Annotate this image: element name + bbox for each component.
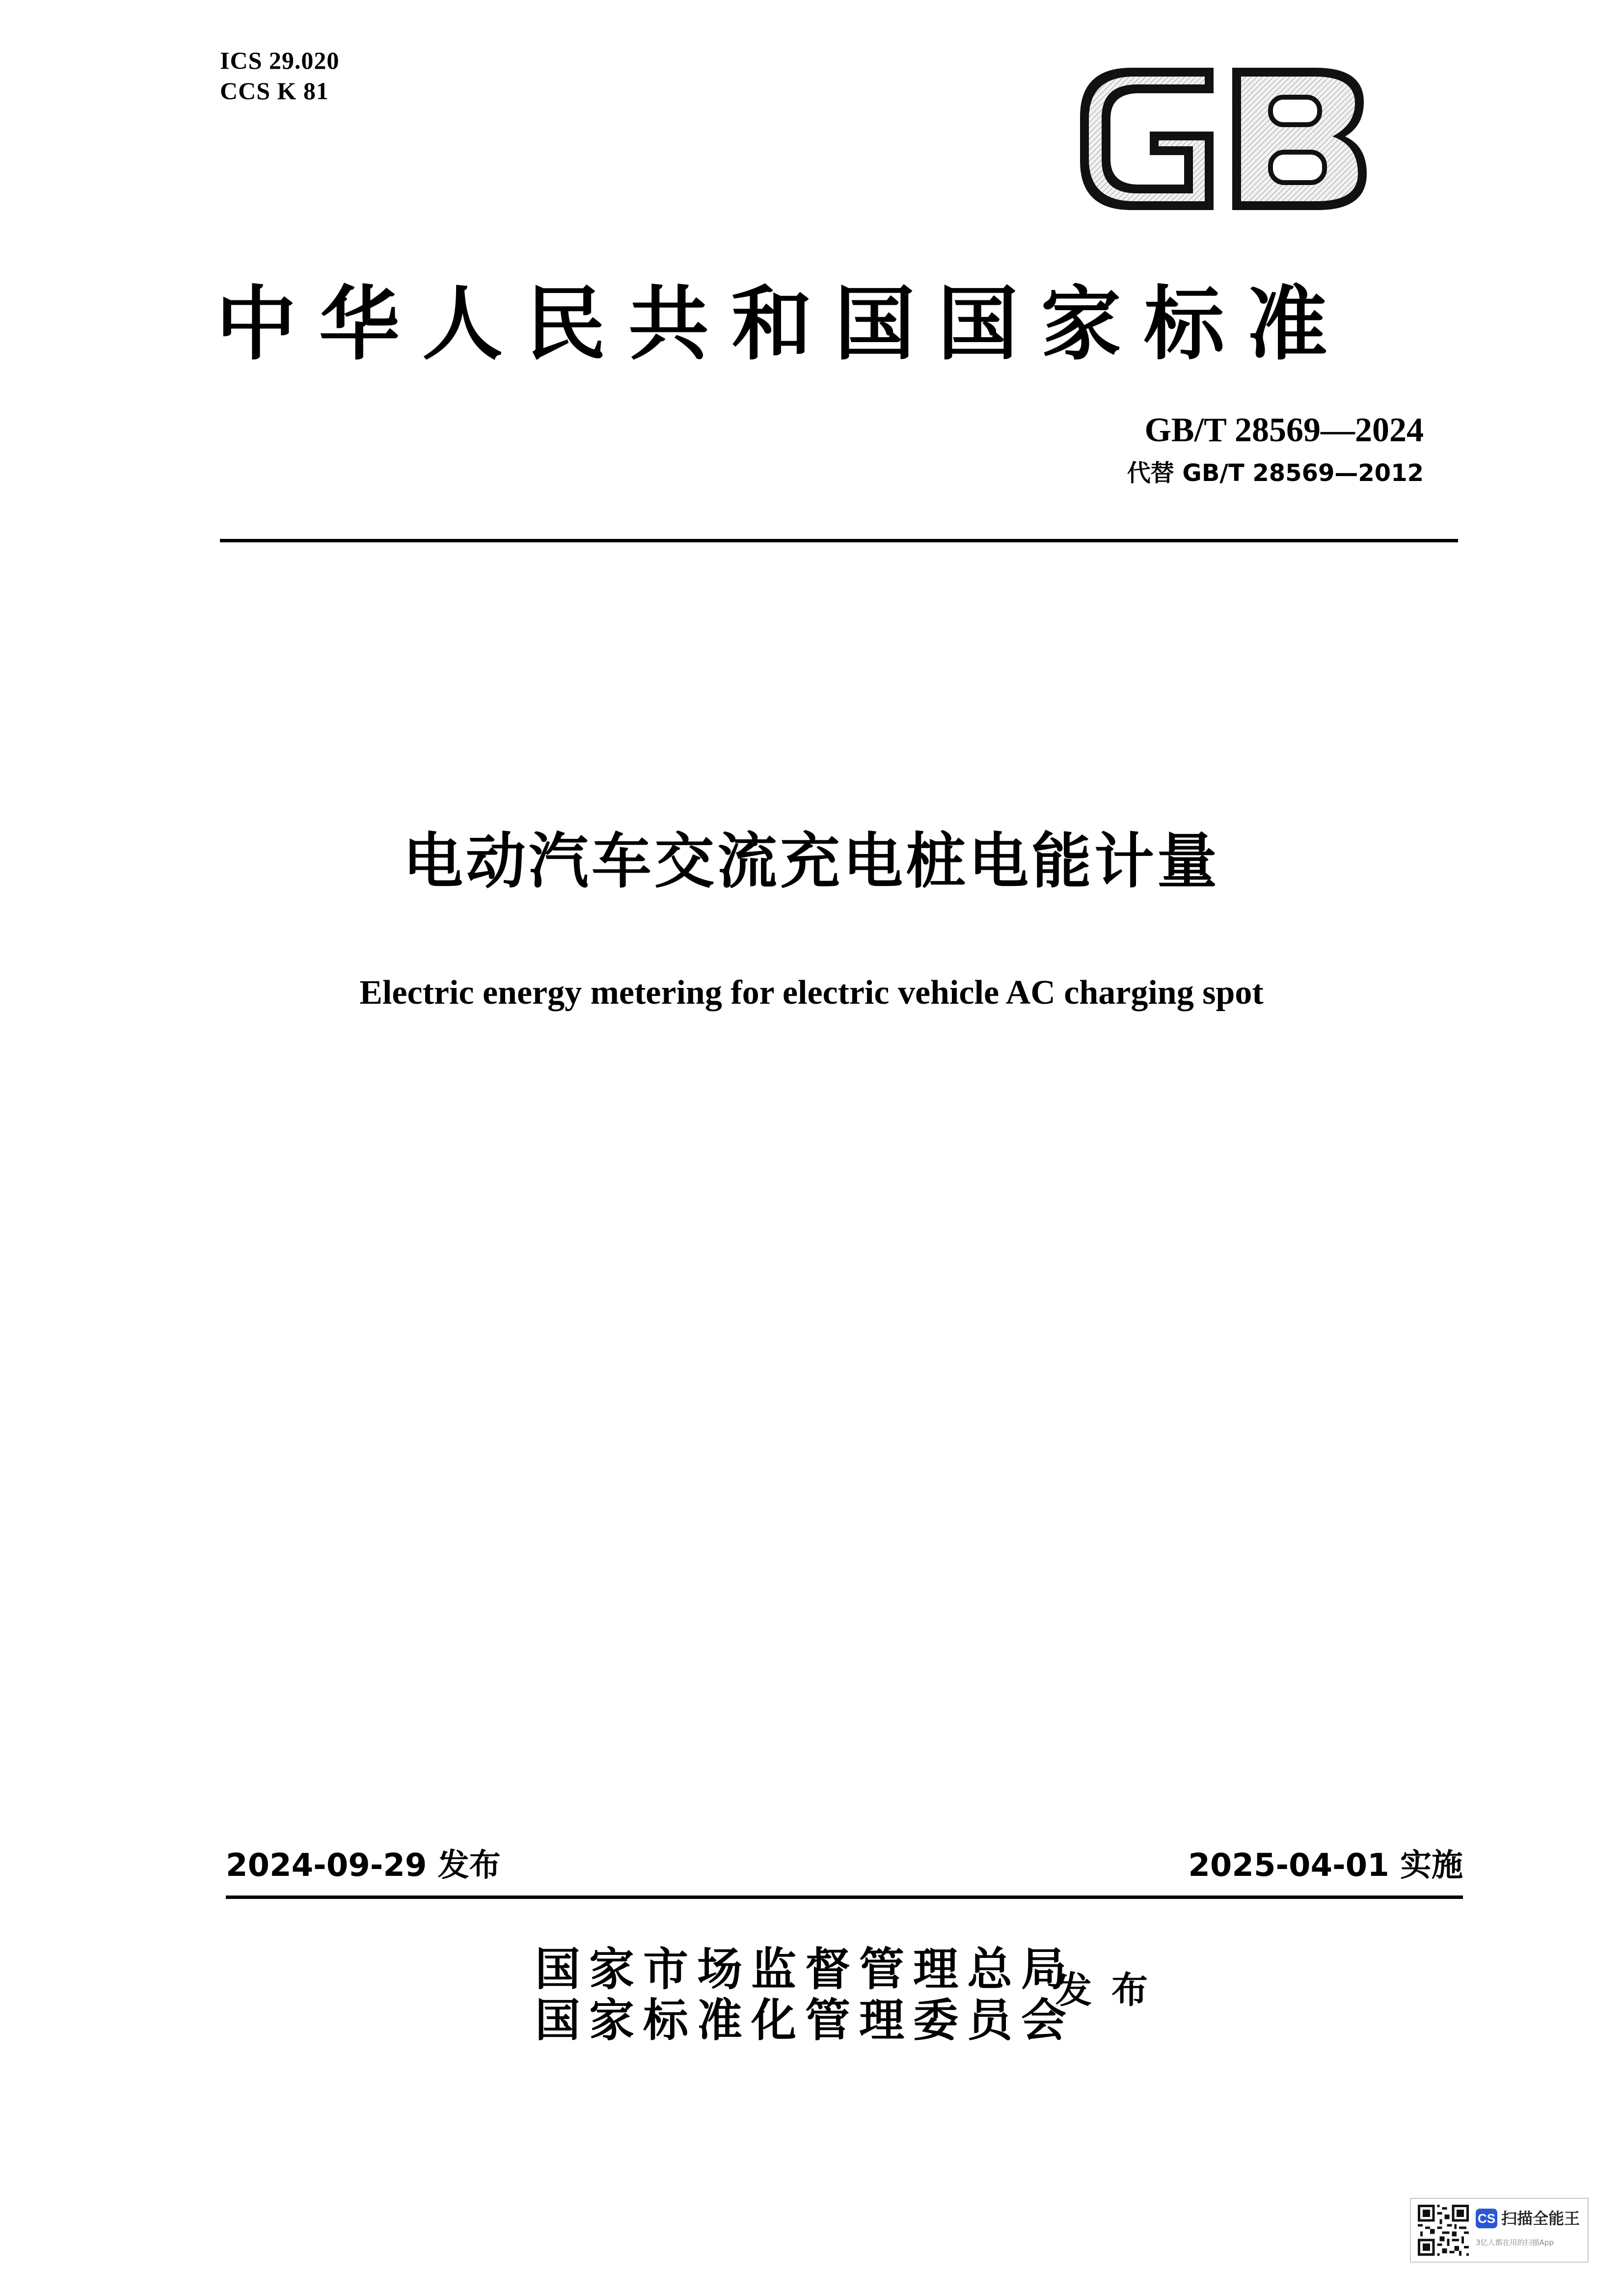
ics-code: ICS 29.020 [220, 47, 340, 74]
effective-date: 2025-04-01 实施 [1188, 1847, 1463, 1884]
footer-divider [226, 1896, 1463, 1899]
issue-date: 2024-09-29 发布 [226, 1847, 501, 1884]
replaces-standard: 代替 GB/T 28569—2012 [1127, 459, 1424, 487]
scanner-watermark [1410, 2198, 1589, 2263]
document-title-zh: 电动汽车交流充电桩电能计量 [403, 827, 1220, 896]
scanner-app-name: 扫描全能王 [1501, 2209, 1580, 2228]
issuer-samr: 国家市场监督管理总局 [535, 1943, 1076, 1996]
classification-codes [220, 45, 339, 106]
qr-code-icon [1418, 2205, 1469, 2256]
publish-label: 发布 [1055, 1969, 1167, 2011]
issuing-authorities [535, 1944, 1075, 2046]
issuer-sac: 国家标准化管理委员会 [535, 1994, 1076, 2047]
standard-number: GB/T 28569—2024 [1144, 411, 1424, 449]
scanner-tagline: 3亿人都在用的扫描App [1476, 2238, 1554, 2247]
national-standard-heading: 中华人民共和国国家标准 [216, 276, 1351, 371]
ccs-code: CCS K 81 [220, 77, 329, 105]
header-divider [220, 539, 1458, 542]
document-title-en: Electric energy metering for electric vehicle AC charging spot [359, 974, 1264, 1012]
camscanner-logo: CS [1476, 2209, 1497, 2228]
gb-logo [1076, 63, 1371, 215]
